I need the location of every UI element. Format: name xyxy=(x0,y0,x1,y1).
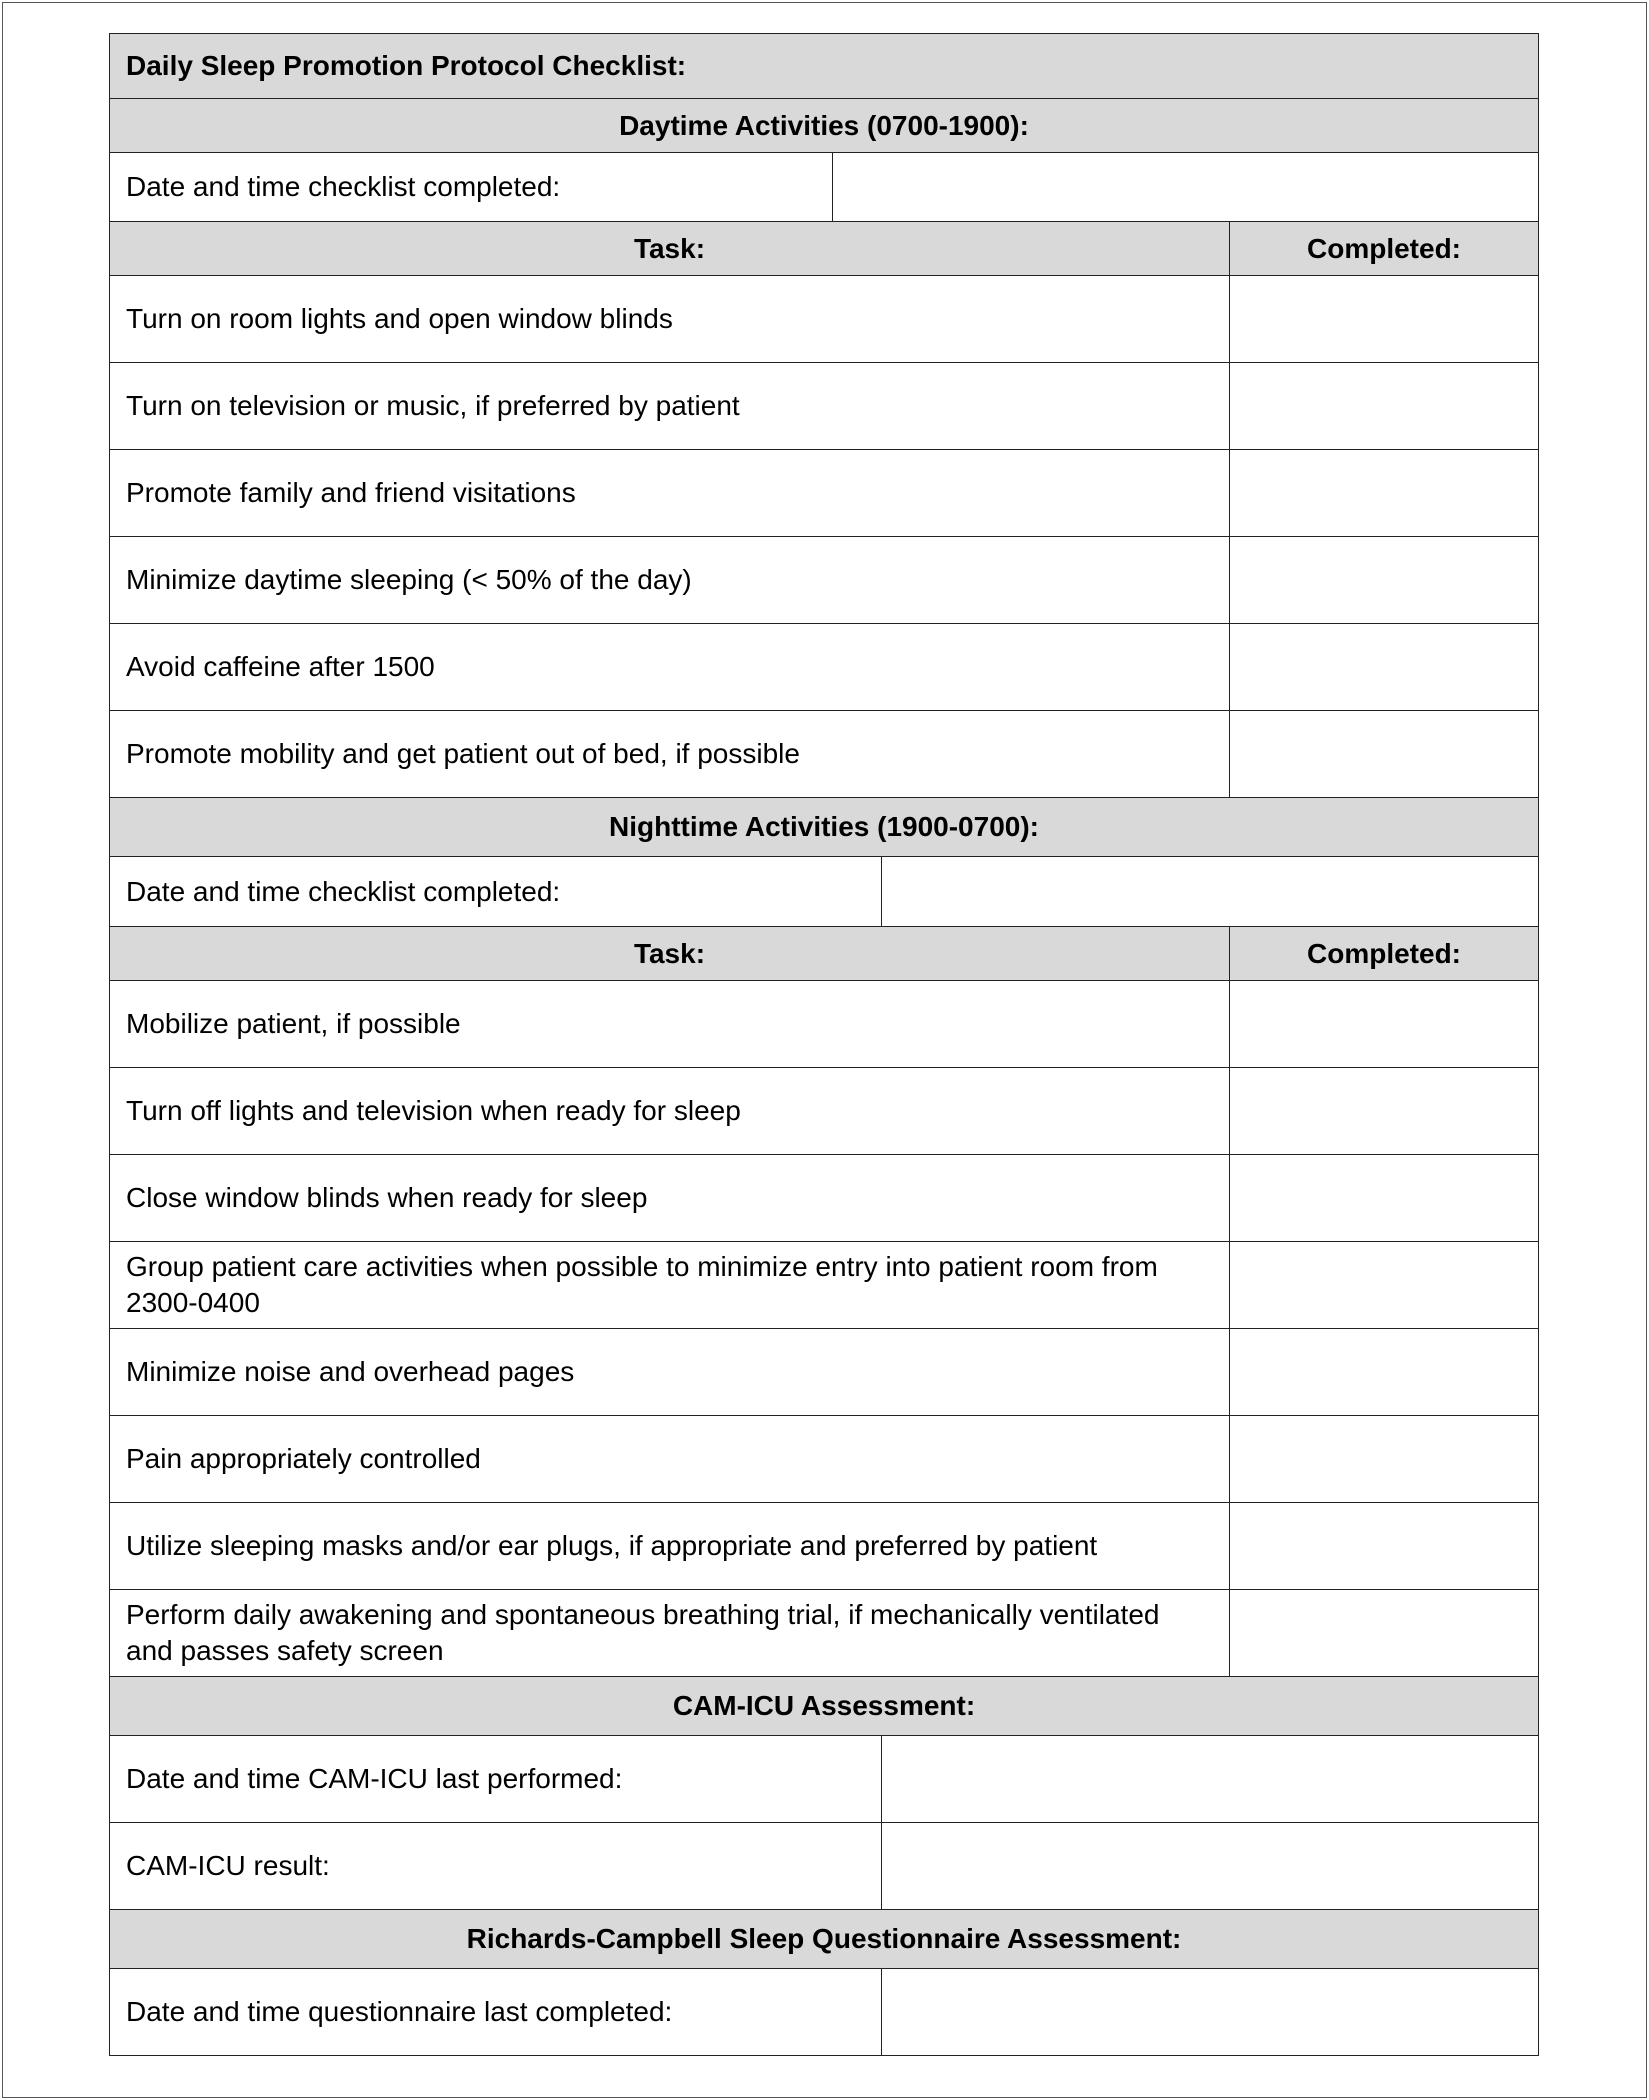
rcsq-completed-field[interactable] xyxy=(881,1969,1538,2055)
task-row xyxy=(110,1154,1538,1241)
task-row xyxy=(110,1415,1538,1502)
daytime-task-header-row xyxy=(110,221,1538,275)
cam-icu-performed-row xyxy=(110,1735,1538,1822)
task-label: Turn on room lights and open window blinds xyxy=(126,303,673,334)
task-row xyxy=(110,1502,1538,1589)
cam-icu-heading: CAM-ICU Assessment: xyxy=(672,1690,976,1721)
task-completed-cell[interactable] xyxy=(1229,1068,1538,1154)
task-completed-cell[interactable] xyxy=(1229,450,1538,536)
task-label: Utilize sleeping masks and/or ear plugs, if appropriate and preferred by patient xyxy=(126,1530,1098,1561)
task-completed-cell[interactable] xyxy=(1229,363,1538,449)
task-completed-cell[interactable] xyxy=(1229,1155,1538,1241)
task-completed-cell[interactable] xyxy=(1229,1329,1538,1415)
sleep-protocol-checklist xyxy=(109,33,1539,2056)
nighttime-date-label: Date and time checklist completed: xyxy=(126,875,561,907)
task-completed-cell[interactable] xyxy=(1229,1416,1538,1502)
task-completed-cell[interactable] xyxy=(1229,276,1538,362)
nighttime-date-field[interactable] xyxy=(881,857,1538,926)
task-label: Avoid caffeine after 1500 xyxy=(126,651,435,682)
daytime-date-label: Date and time checklist completed: xyxy=(126,171,561,202)
nighttime-heading-row xyxy=(110,797,1538,856)
daytime-heading-row xyxy=(110,98,1538,152)
task-row xyxy=(110,449,1538,536)
nighttime-completed-header: Completed: xyxy=(1229,927,1538,980)
task-label: Minimize noise and overhead pages xyxy=(126,1356,575,1387)
rcsq-heading: Richards-Campbell Sleep Questionnaire Assessment: xyxy=(466,1923,1182,1954)
daytime-date-row xyxy=(110,152,1538,221)
nighttime-task-header-row xyxy=(110,926,1538,980)
checklist-title: Daily Sleep Promotion Protocol Checklist: xyxy=(126,50,687,81)
cam-icu-performed-label: Date and time CAM-ICU last performed: xyxy=(126,1763,623,1794)
cam-icu-performed-field[interactable] xyxy=(881,1736,1538,1822)
task-row xyxy=(110,1328,1538,1415)
task-completed-cell[interactable] xyxy=(1229,537,1538,623)
cam-icu-result-field[interactable] xyxy=(881,1823,1538,1909)
task-label: Group patient care activities when possible to minimize entry into patient room from 2300-0400 xyxy=(126,1251,1158,1318)
task-label: Perform daily awakening and spontaneous breathing trial, if mechanically ventilated and passes safety screen xyxy=(126,1599,1160,1666)
cam-icu-result-row xyxy=(110,1822,1538,1909)
task-completed-cell[interactable] xyxy=(1229,624,1538,710)
task-label: Minimize daytime sleeping (< 50% of the day) xyxy=(126,564,692,595)
daytime-completed-header: Completed: xyxy=(1229,222,1538,275)
task-row xyxy=(110,536,1538,623)
rcsq-completed-label: Date and time questionnaire last completed: xyxy=(126,1996,673,2027)
task-label: Turn off lights and television when ready for sleep xyxy=(126,1095,741,1126)
daytime-task-header: Task: xyxy=(633,232,706,264)
task-label: Close window blinds when ready for sleep xyxy=(126,1182,648,1213)
task-label: Promote family and friend visitations xyxy=(126,477,576,508)
task-row xyxy=(110,623,1538,710)
task-completed-cell[interactable] xyxy=(1229,1590,1538,1676)
cam-icu-result-label: CAM-ICU result: xyxy=(126,1850,330,1881)
task-label: Turn on television or music, if preferred by patient xyxy=(126,390,740,421)
rcsq-completed-row xyxy=(110,1968,1538,2055)
task-row xyxy=(110,980,1538,1067)
task-label: Mobilize patient, if possible xyxy=(126,1008,461,1039)
task-row xyxy=(110,1067,1538,1154)
task-label: Promote mobility and get patient out of bed, if possible xyxy=(126,738,800,769)
task-completed-cell[interactable] xyxy=(1229,711,1538,797)
task-row xyxy=(110,710,1538,797)
nighttime-date-row xyxy=(110,856,1538,926)
task-completed-cell[interactable] xyxy=(1229,1503,1538,1589)
task-label: Pain appropriately controlled xyxy=(126,1443,481,1474)
task-row xyxy=(110,1589,1538,1676)
task-completed-cell[interactable] xyxy=(1229,1242,1538,1328)
rcsq-heading-row xyxy=(110,1909,1538,1968)
nighttime-heading: Nighttime Activities (1900-0700): xyxy=(609,811,1039,842)
nighttime-task-header: Task: xyxy=(633,937,706,969)
task-row xyxy=(110,362,1538,449)
task-completed-cell[interactable] xyxy=(1229,981,1538,1067)
task-row xyxy=(110,275,1538,362)
cam-icu-heading-row xyxy=(110,1676,1538,1735)
task-row xyxy=(110,1241,1538,1328)
checklist-title-row xyxy=(110,34,1538,98)
daytime-heading: Daytime Activities (0700-1900): xyxy=(619,109,1029,141)
daytime-date-field[interactable] xyxy=(832,153,1538,221)
